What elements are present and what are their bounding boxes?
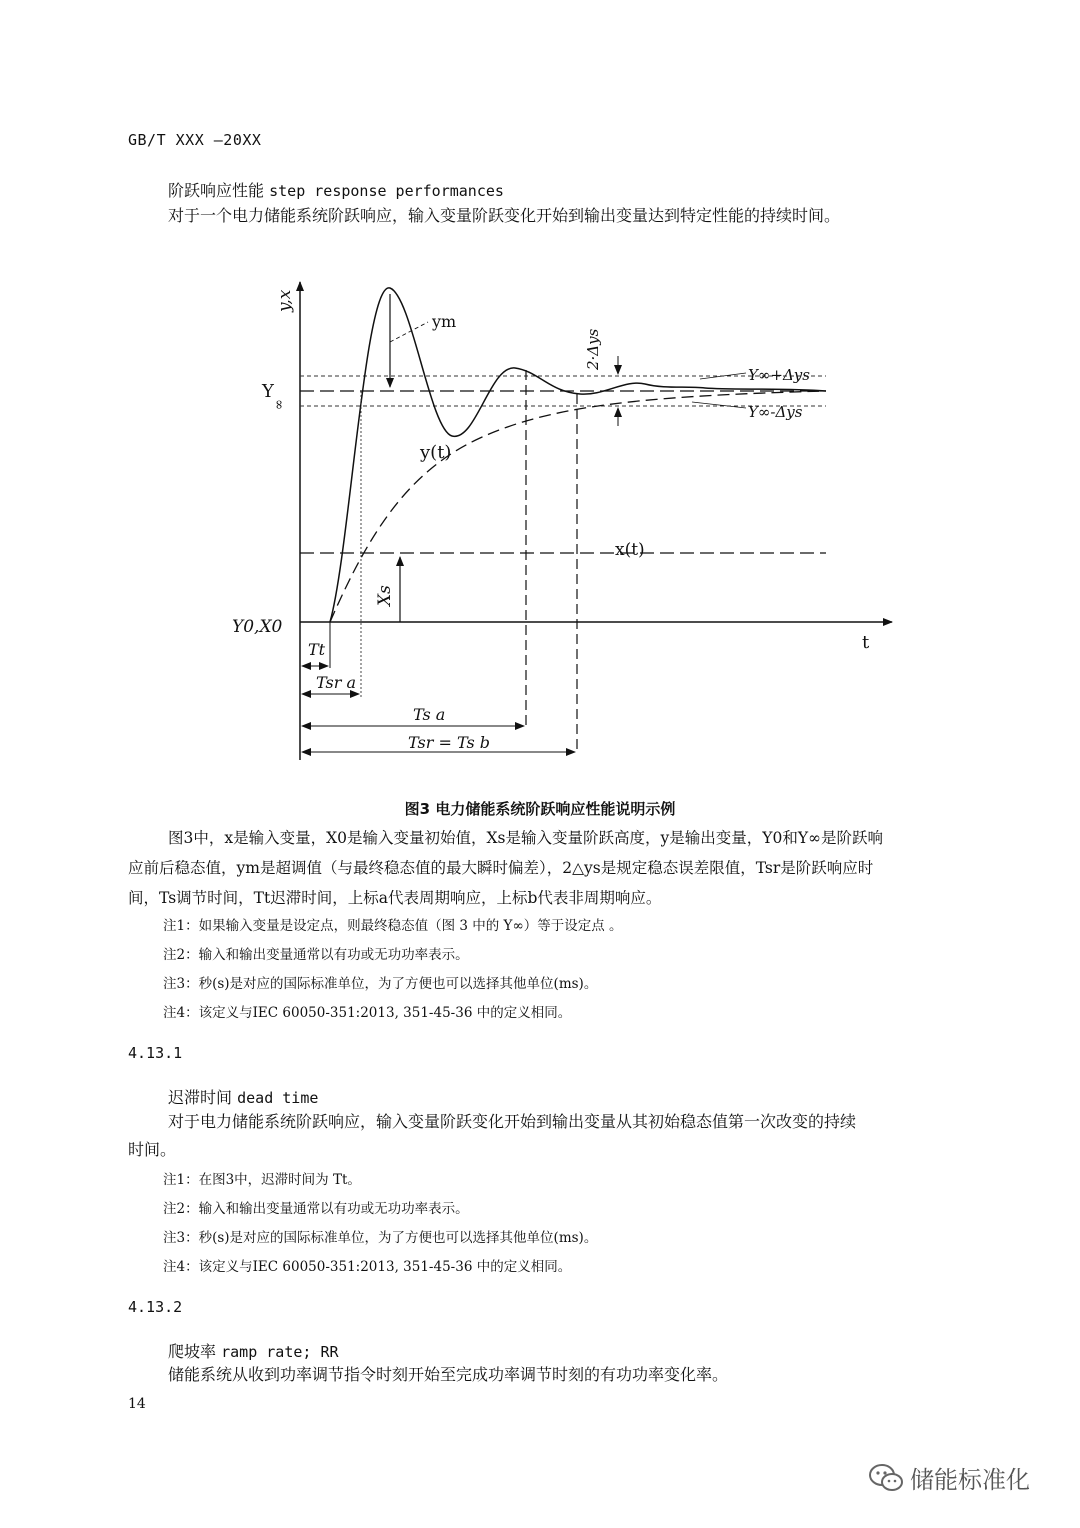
periodic-response-curve	[330, 288, 826, 622]
tt-label: Tt	[308, 640, 326, 659]
explain-line-1: 图3中，x是输入变量，X0是输入变量初始值，Xs是输入变量阶跃高度，y是输出变量，Y0和Y∞是阶跃响	[168, 829, 883, 847]
tsr-ts-b-label: Tsr = Ts b	[408, 733, 490, 752]
section-number-4-13-1: 4.13.1	[128, 1044, 183, 1062]
xs-label: Xs	[375, 585, 395, 606]
explain-line-2: 应前后稳态值，ym是超调值（与最终稳态值的最大瞬时偏差），2△ys是规定稳态误差限值，Tsr是阶跃响应时	[128, 859, 874, 877]
term-cn: 迟滞时间	[168, 1088, 233, 1107]
step-response-figure	[220, 270, 920, 770]
term-definition: 对于一个电力储能系统阶跃响应，输入变量阶跃变化开始到输出变量达到特定性能的持续时间。	[168, 206, 841, 225]
note-2-4: 注4：该定义与IEC 60050-351:2013, 351-45-36 中的定义相同。	[163, 1259, 572, 1275]
note-2-2: 注2：输入和输出变量通常以有功或无功功率表示。	[163, 1201, 469, 1217]
term-en: step response performances	[269, 182, 504, 200]
ts-a-label: Ts a	[413, 705, 446, 724]
yt-label: y(t)	[420, 442, 452, 463]
origin-label: Y0,X0	[232, 617, 283, 637]
term-en: ramp rate; RR	[221, 1343, 339, 1361]
term-title-step-response	[168, 178, 504, 201]
y-axis-label: y,x	[275, 289, 295, 312]
note-1-4: 注4：该定义与IEC 60050-351:2013, 351-45-36 中的定义相同。	[163, 1005, 572, 1021]
ramp-rate-definition: 储能系统从收到功率调节指令时刻开始至完成功率调节时刻的有功功率变化率。	[168, 1365, 729, 1384]
term-en: dead time	[237, 1089, 319, 1107]
note-1-1: 注1：如果输入变量是设定点，则最终稳态值（图 3 中的 Y∞）等于设定点 。	[163, 918, 623, 934]
lower-band-label: Y∞-Δys	[748, 403, 803, 421]
tsr-a-label: Tsr a	[316, 673, 356, 692]
y-infinity-sub-label: ∞	[272, 399, 287, 410]
note-1-3: 注3：秒(s)是对应的国际标准单位，为了方便也可以选择其他单位(ms)。	[163, 976, 598, 992]
ym-label: ym	[432, 312, 457, 331]
xt-label: x(t)	[615, 540, 645, 560]
note-2-1: 注1：在图3中，迟滞时间为 Tt。	[163, 1172, 361, 1188]
lower-band-leader	[692, 402, 746, 408]
aperiodic-response-curve	[330, 391, 826, 622]
note-2-3: 注3：秒(s)是对应的国际标准单位，为了方便也可以选择其他单位(ms)。	[163, 1230, 598, 1246]
watermark-text: 储能标准化	[910, 1466, 1030, 1494]
dead-time-definition-line-1: 对于电力储能系统阶跃响应，输入变量阶跃变化开始到输出变量从其初始稳态值第一次改变的持续	[168, 1112, 857, 1131]
upper-band-label: Y∞+Δys	[748, 366, 810, 384]
page-number: 14	[128, 1396, 146, 1412]
dead-time-definition-line-2: 时间。	[128, 1140, 177, 1159]
explain-line-3: 间，Ts调节时间，Tt迟滞时间，上标a代表周期响应，上标b代表非周期响应。	[128, 889, 662, 907]
term-title-dead-time	[168, 1085, 318, 1108]
term-cn: 阶跃响应性能	[168, 181, 265, 200]
watermark	[868, 1460, 1030, 1495]
term-title-ramp-rate	[168, 1339, 339, 1362]
figure-caption: 图3 电力储能系统阶跃响应性能说明示例	[404, 800, 676, 818]
note-1-2: 注2：输入和输出变量通常以有功或无功功率表示。	[163, 947, 469, 963]
y-infinity-label: Y	[262, 381, 274, 402]
term-cn: 爬坡率	[168, 1342, 217, 1361]
section-number-4-13-2: 4.13.2	[128, 1298, 183, 1316]
t-axis-label: t	[862, 632, 870, 653]
document-header: GB/T XXX —20XX	[128, 131, 262, 149]
wechat-icon	[868, 1463, 904, 1493]
band-width-label: 2·Δys	[584, 328, 602, 370]
